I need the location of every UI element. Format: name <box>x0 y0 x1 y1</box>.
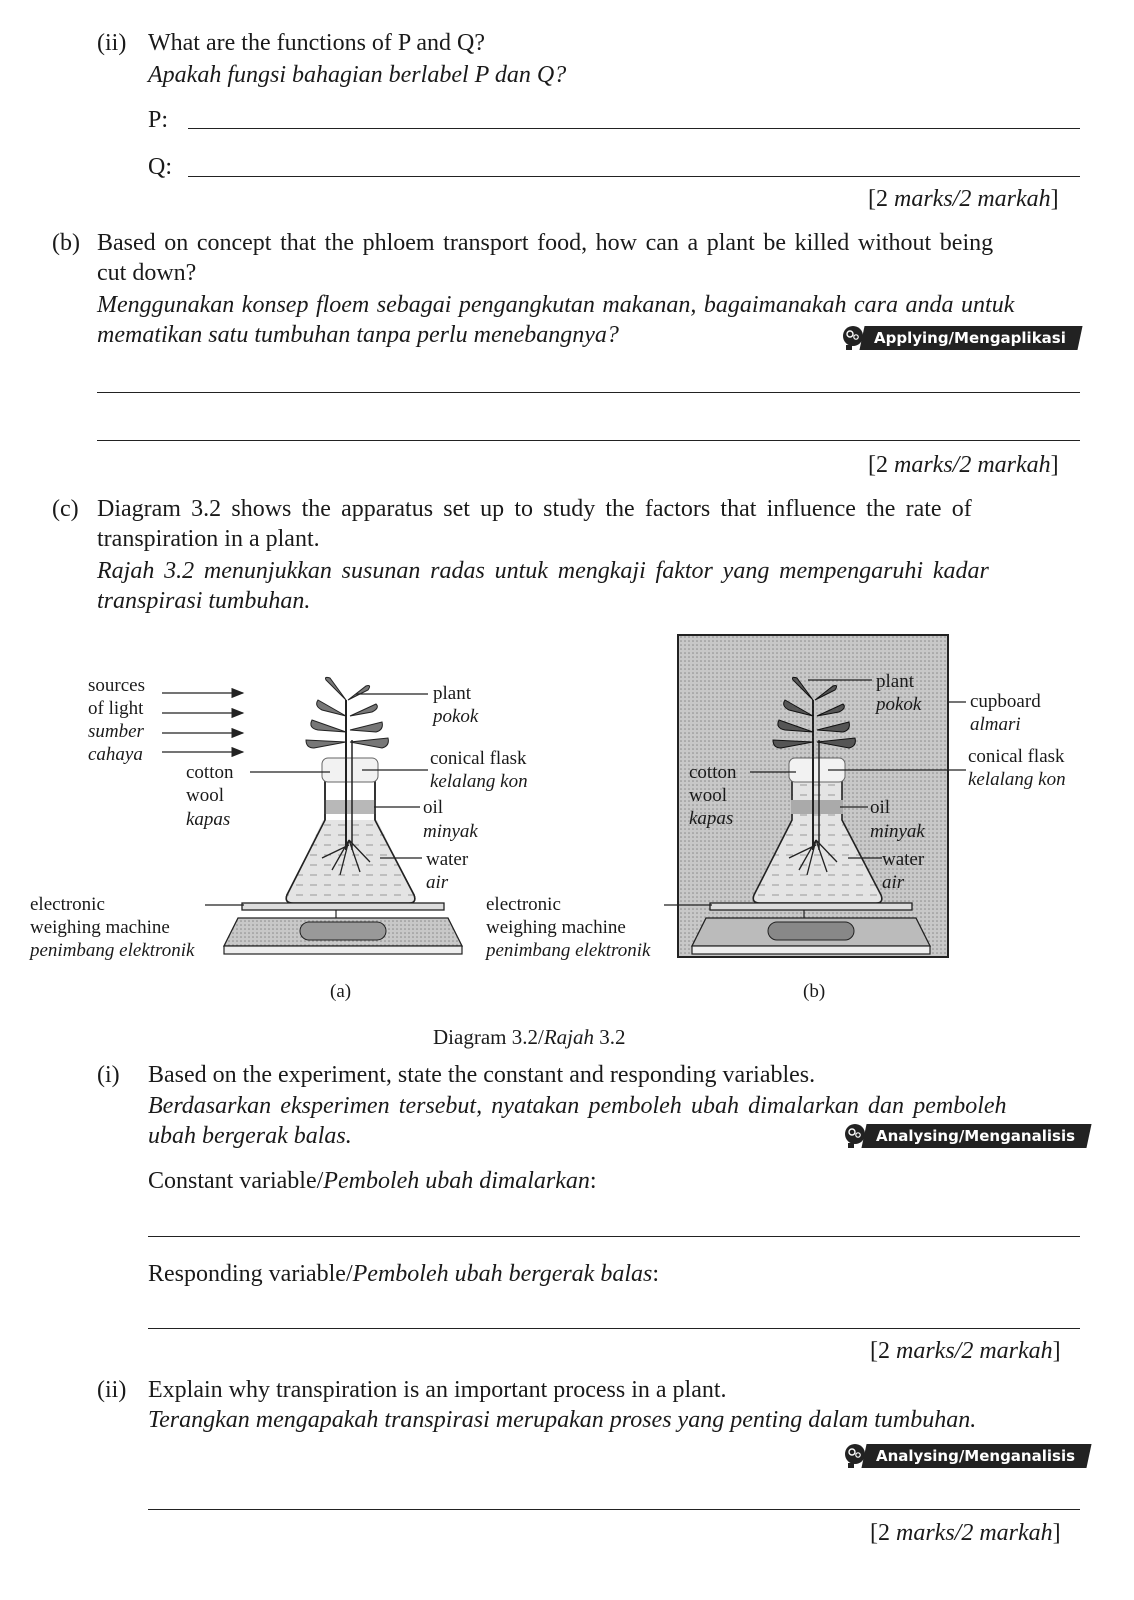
label-weighing-machine: weighing machine <box>30 917 170 938</box>
question-text-en: What are the functions of P and Q? <box>148 30 485 56</box>
label-cotton: cotton <box>689 762 737 783</box>
answer-label-p: P: <box>148 107 169 133</box>
answer-label-q: Q: <box>148 154 172 180</box>
skill-badge: Analysing/Menganalisis <box>842 1124 1089 1148</box>
label-oil: oil <box>870 797 891 818</box>
label-pokok: pokok <box>433 706 479 727</box>
question-text-ms: ubah bergerak balas. <box>148 1123 352 1149</box>
light-arrows <box>162 693 243 752</box>
caption-a: (a) <box>330 981 352 1002</box>
question-number: (i) <box>97 1062 120 1088</box>
answer-line-responding[interactable] <box>148 1328 1080 1329</box>
question-text-ms: Apakah fungsi bahagian berlabel P dan Q? <box>148 62 567 88</box>
marks-label: [2 marks/2 markah] <box>870 1520 1061 1546</box>
question-text-en: cut down? <box>97 260 197 286</box>
question-text-en: transpiration in a plant. <box>97 526 320 552</box>
marks-label: [2 marks/2 markah] <box>870 1338 1061 1364</box>
label-of-light: of light <box>88 698 144 719</box>
marks-label: [2 marks/2 markah] <box>868 452 1059 478</box>
label-kelalang-kon: kelalang kon <box>430 771 528 792</box>
question-text-en: Based on concept that the phloem transport food, how can a plant be killed without being <box>97 230 994 256</box>
label-air: air <box>426 872 449 893</box>
question-text-ms: Menggunakan konsep floem sebagai pengangkutan makanan, bagaimanakah cara anda untuk <box>97 292 1015 318</box>
label-kapas: kapas <box>689 808 734 829</box>
label-conical-flask: conical flask <box>430 748 527 769</box>
label-water: water <box>882 849 925 870</box>
label-minyak: minyak <box>423 821 478 842</box>
answer-line-constant[interactable] <box>148 1236 1080 1237</box>
label-penimbang: penimbang elektronik <box>486 940 651 961</box>
diagram-title: Diagram 3.2/Rajah 3.2 <box>433 1025 626 1049</box>
label-minyak: minyak <box>870 821 925 842</box>
label-conical-flask: conical flask <box>968 746 1065 767</box>
label-kelalang-kon: kelalang kon <box>968 769 1066 790</box>
question-text-ms: Berdasarkan eksperimen tersebut, nyatakan pemboleh ubah dimalarkan dan pemboleh <box>148 1093 1007 1119</box>
label-oil: oil <box>423 797 444 818</box>
label-kapas: kapas <box>186 809 231 830</box>
label-weighing-machine: weighing machine <box>486 917 626 938</box>
label-electronic: electronic <box>486 894 561 915</box>
label-electronic: electronic <box>30 894 105 915</box>
question-text-en: Diagram 3.2 shows the apparatus set up to study the factors that influence the rate of <box>97 496 972 522</box>
question-number: (b) <box>52 230 80 256</box>
marks-label: [2 marks/2 markah] <box>868 186 1059 212</box>
question-text-ms: Terangkan mengapakah transpirasi merupakan proses yang penting dalam tumbuhan. <box>148 1407 977 1433</box>
label-sources: sources <box>88 675 145 696</box>
skill-badge: Analysing/Menganalisis <box>842 1444 1089 1468</box>
answer-line[interactable] <box>148 1509 1080 1510</box>
skill-badge: Applying/Mengaplikasi <box>840 326 1080 350</box>
label-plant: plant <box>433 683 471 704</box>
question-number: (ii) <box>97 30 127 56</box>
question-number: (ii) <box>97 1377 127 1403</box>
responding-variable-label: Responding variable/Pemboleh ubah bergerak balas: <box>148 1261 660 1287</box>
label-almari: almari <box>970 714 1021 735</box>
label-sumber: sumber <box>88 721 144 742</box>
question-text-en: Explain why transpiration is an important process in a plant. <box>148 1377 727 1403</box>
caption-b: (b) <box>803 981 826 1002</box>
label-penimbang: penimbang elektronik <box>30 940 195 961</box>
label-water: water <box>426 849 469 870</box>
label-cotton: cotton <box>186 762 234 783</box>
question-text-en: Based on the experiment, state the constant and responding variables. <box>148 1062 816 1088</box>
label-plant: plant <box>876 671 914 692</box>
label-cahaya: cahaya <box>88 744 143 765</box>
label-wool: wool <box>689 785 727 806</box>
question-text-ms: Rajah 3.2 menunjukkan susunan radas untuk mengkaji faktor yang mempengaruhi kadar <box>97 558 989 584</box>
label-pokok: pokok <box>876 694 922 715</box>
question-text-ms: transpirasi tumbuhan. <box>97 588 311 614</box>
label-wool: wool <box>186 785 224 806</box>
label-cupboard: cupboard <box>970 691 1041 712</box>
label-air: air <box>882 872 905 893</box>
question-number: (c) <box>52 496 79 522</box>
constant-variable-label: Constant variable/Pemboleh ubah dimalarkan: <box>148 1168 597 1194</box>
question-text-ms: mematikan satu tumbuhan tanpa perlu menebangnya? <box>97 322 619 348</box>
